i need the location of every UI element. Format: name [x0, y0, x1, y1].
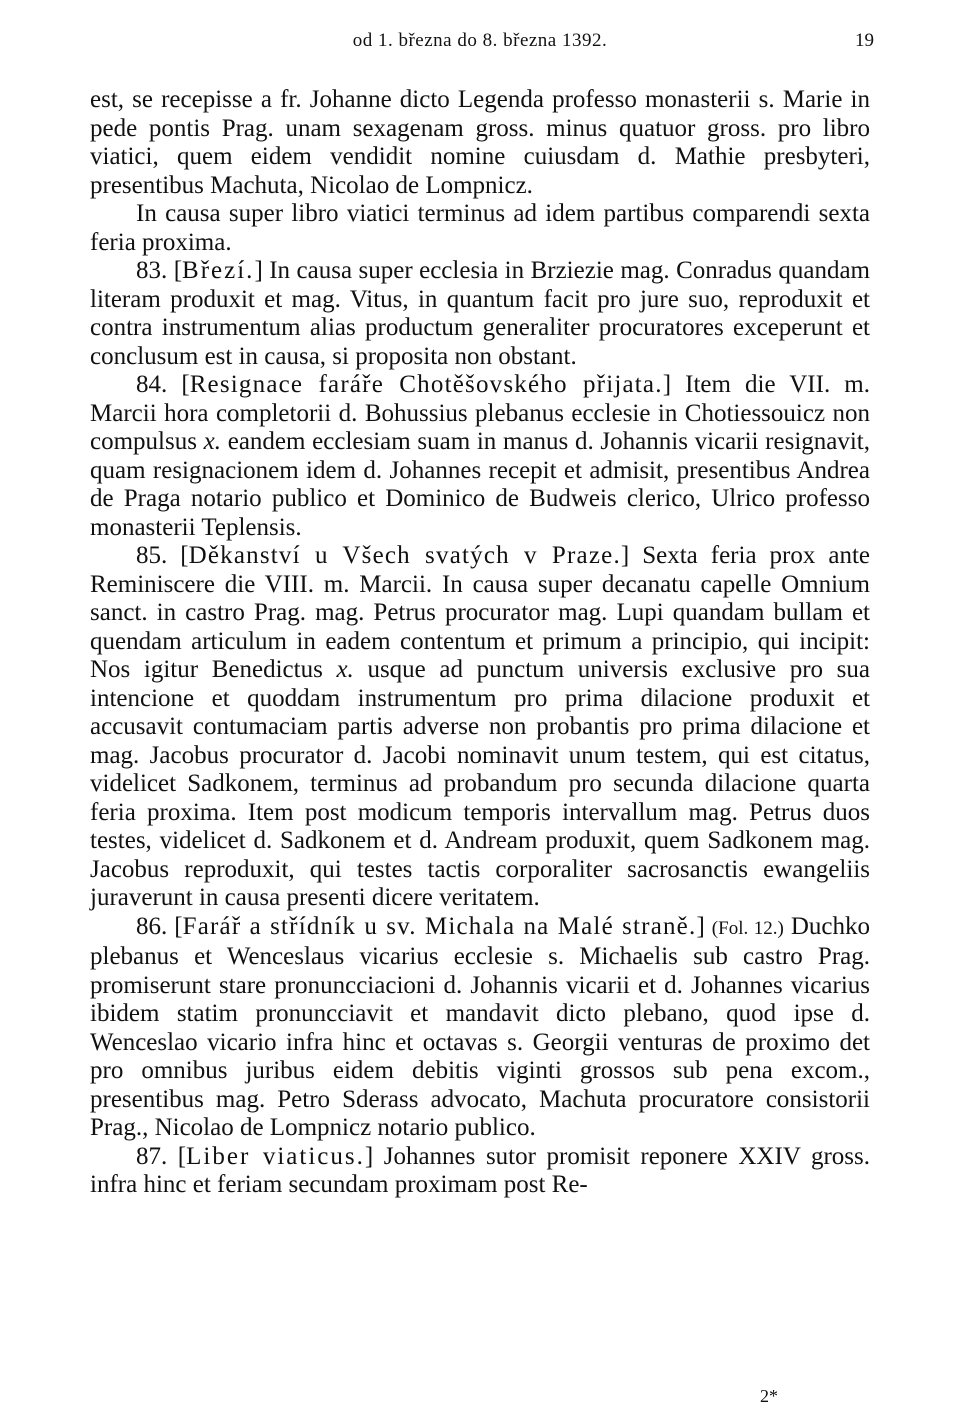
entry-text: Duchko plebanus et Wenceslaus vicarius ecclesie s. Michaelis sub castro Prag. promiserunt stare pronuncciacioni d. Johannis vicarii et d. Johannes vicarius ibidem statim pronuncciavit et mandavit dicto plebano, quod ipse d. Wenceslao vicario infra hinc et octavas s. Georgii venturas de proximo det pro omnibus juribus eidem debitis viginti grossos sub pena excom., presentibus mag. Petro Sderass advocato, Machuta procuratore consistorii Prag., Nicolao de Lompnicz notario publico.: [90, 912, 871, 1141]
entry-heading: Resignace faráře Chotěšovského přijata.: [189, 371, 663, 398]
body-text: [90, 86, 870, 1200]
entry-83: 83. [Březí.] In causa super ecclesia in Brziezie mag. Conradus quandam literam produxit et mag. Vitus, in quantum facit pro jure suo, reproduxit et contra instrumentum alias productum generaliter procuratores exceperunt et conclusum est in causa, si proposita non obstant.: [90, 257, 871, 370]
entry-text: In causa super ecclesia in Brziezie mag. Conradus quandam literam produxit et mag. Vitus, in quantum facit pro jure suo, reproduxit et contra instrumentum alias productum generaliter procuratores exceperunt et conclusum est in causa, si proposita non obstant.: [90, 257, 871, 370]
entry-heading: Březí.: [182, 257, 255, 284]
paragraph-text: est, se recepisse a fr. Johanne dicto Legenda professo monasterii s. Marie in pede pontis Prag. unam sexagenam gross. minus quatuor gross. pro libro viatici, quem eidem vendidit nomine cuiusdam d. Mathie presbyteri, presentibus Machuta, Nicolao de Lompnicz.: [90, 86, 870, 199]
paragraph-continuation: [90, 86, 870, 200]
abbreviation-mark: x.: [336, 656, 354, 683]
entry-text: eandem ecclesiam suam in manus d. Johannis vicarii resignavit, quam resignacionem idem d. Johannes recepit et admisit, presentibus Andrea de Praga notario publico et Dominico de Budweis clerico, Ulrico professo monasterii Teplensis.: [90, 428, 871, 541]
entry-text: usque ad punctum universis exclusive pro sua intencione et quoddam instrumentum pro prima dilacione produxit et accusavit contumaciam partis adverse non probantis pro prima dilacione et mag. Jacobus procurator d. Jacobi nominavit unum testem, qui est citatus, videlicet Sadkonem, terminus ad probandum pro secunda dilacione quarta feria proxima. Item post modicum temporis intervallum mag. Petrus duos testes, videlicet d. Sadkonem et d. Andream produxit, quem Sadkonem mag. Jacobus reproduxit, qui testes tactis corporaliter sacrosanctis ewangeliis juraverunt in causa presenti dicere veritatem.: [90, 656, 871, 911]
entry-number: 84.: [136, 371, 168, 398]
entry-number: 86.: [136, 912, 168, 940]
paragraph-text: In causa super libro viatici terminus ad idem partibus comparendi sexta feria proxima.: [90, 200, 870, 256]
entry-85: 85. [Děkanství u Všech svatých v Praze.] Sexta feria prox ante Reminiscere die VIII. m. Marcii. In causa super decanatu capelle Omnium sanct. in castro Prag. mag. Petrus procurator mag. Lupi quandam bullam et quendam articulum in eadem contentum et primum a principio, qui incipit: Nos igitur Benedictus x. usque ad punctum universis exclusive pro sua intencione et quoddam instrumentum pro prima dilacione produxit et accusavit contumaciam partis adverse non probantis pro prima dilacione et mag. Jacobus procurator d. Jacobi nominavit unum testem, qui est citatus, videlicet Sadkonem, terminus ad probandum pro secunda dilacione quarta feria proxima. Item post modicum temporis intervallum mag. Petrus duos testes, videlicet d. Sadkonem et d. Andream produxit, quem Sadkonem mag. Jacobus reproduxit, qui testes tactis corporaliter sacrosanctis ewangeliis juraverunt in causa presenti dicere veritatem.: [90, 542, 871, 911]
page-header: [0, 30, 960, 58]
entry-heading: Farář a střídník u sv. Michala na Malé straně.: [182, 912, 697, 940]
page-number: 19: [855, 30, 874, 51]
signature-mark: 2*: [760, 1386, 778, 1406]
running-title: od 1. března do 8. března 1392.: [352, 30, 608, 51]
entry-number: 83.: [136, 257, 168, 284]
entry-text: Sexta feria prox ante Reminiscere die VIII. m. Marcii. In causa super decanatu capelle Omnium sanct. in castro Prag. mag. Petrus procurator mag. Lupi quandam bullam et quendam articulum in eadem contentum et primum a principio, qui incipit: Nos igitur Benedictus: [90, 542, 871, 683]
entry-84: 84. [Resignace faráře Chotěšovského přijata.] Item die VII. m. Marcii hora completorii d. Bohussius plebanus ecclesie in Chotiessouicz non compulsus x. eandem ecclesiam suam in manus d. Johannis vicarii resignavit, quam resignacionem idem d. Johannes recepit et admisit, presentibus Andrea de Praga notario publico et Dominico de Budweis clerico, Ulrico professo monasterii Teplensis.: [90, 371, 871, 541]
entry-heading: Liber viaticus.: [186, 1142, 365, 1170]
entry-number: 85.: [136, 542, 168, 569]
entry-86: 86. [Farář a střídník u sv. Michala na Malé straně.] (Fol. 12.) Duchko plebanus et Wenceslaus vicarius ecclesie s. Michaelis sub castro Prag. promiserunt stare pronuncciacioni d. Johannis vicarii et d. Johannes vicarius ibidem statim pronuncciavit et mandavit dicto plebano, quod ipse d. Wenceslao vicario infra hinc et octavas s. Georgii venturas de proximo det pro omnibus juribus eidem debitis viginti grossos sub pena excom., presentibus mag. Petro Sderass advocato, Machuta procuratore consistorii Prag., Nicolao de Lompnicz notario publico.: [90, 912, 871, 1141]
abbreviation-mark: x.: [203, 428, 222, 455]
folio-reference: (Fol. 12.): [711, 917, 784, 939]
entry-text: Johannes sutor promisit reponere XXIV gross. infra hinc et feriam secundam proximam post Re-: [90, 1142, 871, 1198]
entry-number: 87.: [136, 1142, 168, 1170]
entry-text: Item die VII. m. Marcii hora completorii d. Bohussius plebanus ecclesie in Chotiessouicz non compulsus: [90, 371, 870, 455]
entry-heading: Děkanství u Všech svatých v Praze.: [188, 542, 621, 569]
paragraph-note: [90, 200, 870, 257]
entry-87: 87. [Liber viaticus.] Johannes sutor promisit reponere XXIV gross. infra hinc et feriam secundam proximam post Re-: [90, 1142, 871, 1198]
